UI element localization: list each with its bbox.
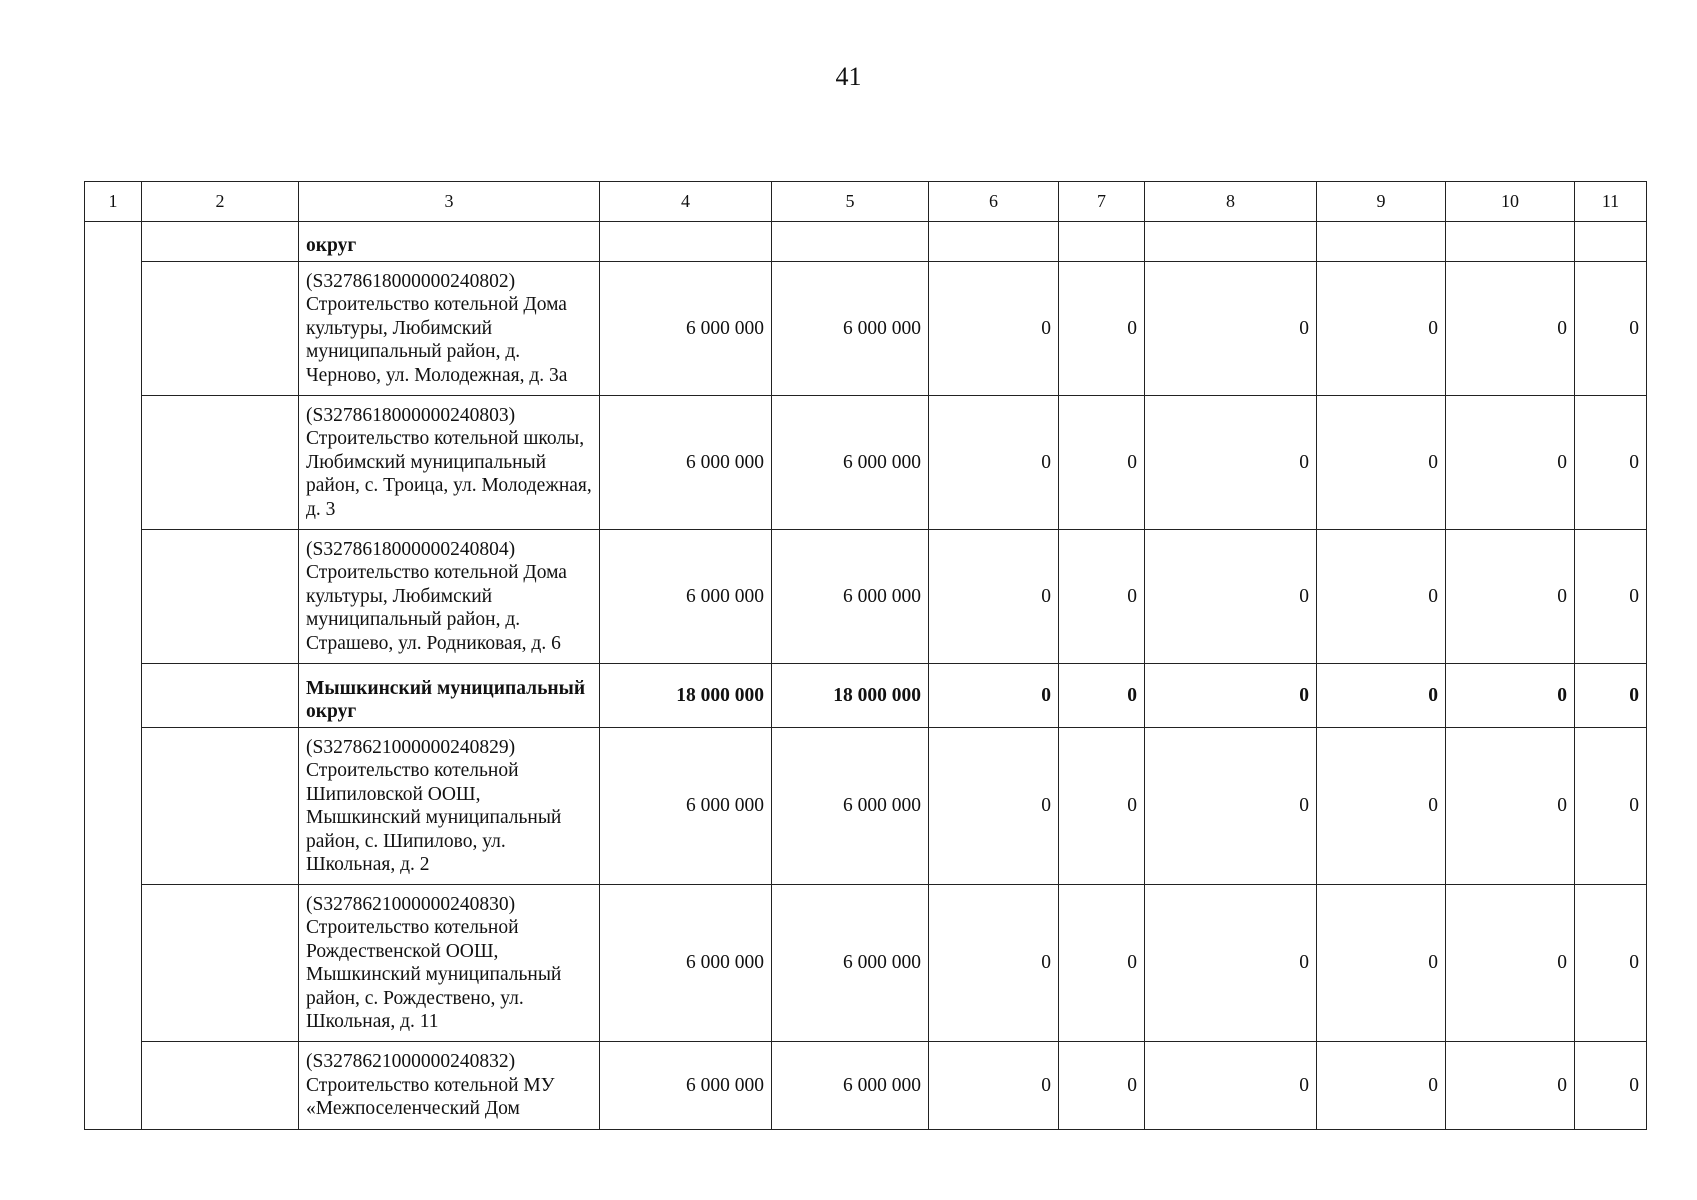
object-description-cell: (S3278618000000240803) Строительство котельной школы, Любимский муниципальный район, с. Троица, ул. Молодежная, д. 3 — [299, 396, 600, 530]
cell-col-2 — [142, 222, 299, 262]
column-header: 1 — [85, 182, 142, 222]
column-number-header-row — [85, 182, 1647, 222]
amount-cell-col-11: 0 — [1575, 885, 1647, 1042]
amount-cell-col-6: 0 — [929, 396, 1059, 530]
cell-col-2 — [142, 396, 299, 530]
amount-cell-col-11: 0 — [1575, 664, 1647, 728]
amount-cell-col-5: 18 000 000 — [772, 664, 929, 728]
amount-cell-col-4: 6 000 000 — [600, 262, 772, 396]
table-row-object-240802 — [85, 262, 1647, 396]
amount-cell-col-8: 0 — [1145, 885, 1317, 1042]
amount-cell-col-10: 0 — [1446, 262, 1575, 396]
cell-col-2 — [142, 885, 299, 1042]
amount-cell-col-5: 6 000 000 — [772, 262, 929, 396]
amount-cell-col-6: 0 — [929, 1042, 1059, 1130]
amount-cell-col-8: 0 — [1145, 664, 1317, 728]
amount-cell-col-7 — [1059, 222, 1145, 262]
amount-cell-col-4: 6 000 000 — [600, 1042, 772, 1130]
column-header: 2 — [142, 182, 299, 222]
object-description-cell: (S3278621000000240832) Строительство котельной МУ «Межпоселенческий Дом — [299, 1042, 600, 1130]
amount-cell-col-8: 0 — [1145, 530, 1317, 664]
amount-cell-col-4: 18 000 000 — [600, 664, 772, 728]
amount-cell-col-11: 0 — [1575, 396, 1647, 530]
object-description-cell: (S3278621000000240829) Строительство котельной Шипиловской ООШ, Мышкинский муниципальный район, с. Шипилово, ул. Школьная, д. 2 — [299, 728, 600, 885]
amount-cell-col-6: 0 — [929, 885, 1059, 1042]
budget-table — [84, 181, 1647, 1130]
amount-cell-col-7: 0 — [1059, 396, 1145, 530]
amount-cell-col-9: 0 — [1317, 885, 1446, 1042]
amount-cell-col-6: 0 — [929, 664, 1059, 728]
amount-cell-col-4: 6 000 000 — [600, 885, 772, 1042]
object-description-cell: (S3278621000000240830) Строительство котельной Рождественской ООШ, Мышкинский муниципальный район, с. Рождествено, ул. Школьная, д. 11 — [299, 885, 600, 1042]
amount-cell-col-8: 0 — [1145, 728, 1317, 885]
amount-cell-col-10: 0 — [1446, 885, 1575, 1042]
amount-cell-col-10: 0 — [1446, 530, 1575, 664]
amount-cell-col-5 — [772, 222, 929, 262]
amount-cell-col-6: 0 — [929, 530, 1059, 664]
amount-cell-col-6: 0 — [929, 728, 1059, 885]
cell-col-2 — [142, 728, 299, 885]
amount-cell-col-8 — [1145, 222, 1317, 262]
table-row-okrug-continuation — [85, 222, 1647, 262]
table-row-object-240832 — [85, 1042, 1647, 1130]
amount-cell-col-10: 0 — [1446, 1042, 1575, 1130]
table-row-object-240830 — [85, 885, 1647, 1042]
column-header: 6 — [929, 182, 1059, 222]
amount-cell-col-5: 6 000 000 — [772, 728, 929, 885]
column-header: 3 — [299, 182, 600, 222]
amount-cell-col-10: 0 — [1446, 664, 1575, 728]
amount-cell-col-5: 6 000 000 — [772, 885, 929, 1042]
table-row-object-240803 — [85, 396, 1647, 530]
amount-cell-col-11: 0 — [1575, 1042, 1647, 1130]
column-header: 7 — [1059, 182, 1145, 222]
cell-col-2 — [142, 530, 299, 664]
table-row-object-240829 — [85, 728, 1647, 885]
amount-cell-col-4: 6 000 000 — [600, 530, 772, 664]
column-header: 8 — [1145, 182, 1317, 222]
amount-cell-col-10 — [1446, 222, 1575, 262]
table-row-myshkinsky-okrug-total — [85, 664, 1647, 728]
amount-cell-col-9: 0 — [1317, 530, 1446, 664]
cell-col-2 — [142, 664, 299, 728]
amount-cell-col-7: 0 — [1059, 262, 1145, 396]
column-header: 10 — [1446, 182, 1575, 222]
amount-cell-col-10: 0 — [1446, 728, 1575, 885]
amount-cell-col-10: 0 — [1446, 396, 1575, 530]
amount-cell-col-9: 0 — [1317, 728, 1446, 885]
amount-cell-col-9: 0 — [1317, 1042, 1446, 1130]
object-description-cell: (S3278618000000240802) Строительство котельной Дома культуры, Любимский муниципальный район, д. Черново, ул. Молодежная, д. 3а — [299, 262, 600, 396]
amount-cell-col-7: 0 — [1059, 728, 1145, 885]
amount-cell-col-5: 6 000 000 — [772, 1042, 929, 1130]
amount-cell-col-5: 6 000 000 — [772, 530, 929, 664]
amount-cell-col-5: 6 000 000 — [772, 396, 929, 530]
amount-cell-col-7: 0 — [1059, 885, 1145, 1042]
amount-cell-col-9: 0 — [1317, 396, 1446, 530]
amount-cell-col-11: 0 — [1575, 530, 1647, 664]
section-name-cell: Мышкинский муниципальный округ — [299, 664, 600, 728]
cell-col-2 — [142, 1042, 299, 1130]
amount-cell-col-9: 0 — [1317, 262, 1446, 396]
amount-cell-col-7: 0 — [1059, 664, 1145, 728]
amount-cell-col-11 — [1575, 222, 1647, 262]
amount-cell-col-9 — [1317, 222, 1446, 262]
amount-cell-col-7: 0 — [1059, 530, 1145, 664]
column-header: 11 — [1575, 182, 1647, 222]
amount-cell-col-8: 0 — [1145, 262, 1317, 396]
object-description-cell: (S3278618000000240804) Строительство котельной Дома культуры, Любимский муниципальный район, д. Страшево, ул. Родниковая, д. 6 — [299, 530, 600, 664]
column-header: 4 — [600, 182, 772, 222]
amount-cell-col-6: 0 — [929, 262, 1059, 396]
page-number: 41 — [835, 62, 862, 91]
table-row-object-240804 — [85, 530, 1647, 664]
amount-cell-col-11: 0 — [1575, 262, 1647, 396]
cell-col-2 — [142, 262, 299, 396]
section-name-cell: округ — [299, 222, 600, 262]
amount-cell-col-6 — [929, 222, 1059, 262]
amount-cell-col-9: 0 — [1317, 664, 1446, 728]
amount-cell-col-4 — [600, 222, 772, 262]
amount-cell-col-8: 0 — [1145, 1042, 1317, 1130]
column-header: 5 — [772, 182, 929, 222]
amount-cell-col-11: 0 — [1575, 728, 1647, 885]
column-header: 9 — [1317, 182, 1446, 222]
amount-cell-col-7: 0 — [1059, 1042, 1145, 1130]
amount-cell-col-4: 6 000 000 — [600, 396, 772, 530]
amount-cell-col-4: 6 000 000 — [600, 728, 772, 885]
cell-col-1 — [85, 222, 142, 1130]
amount-cell-col-8: 0 — [1145, 396, 1317, 530]
